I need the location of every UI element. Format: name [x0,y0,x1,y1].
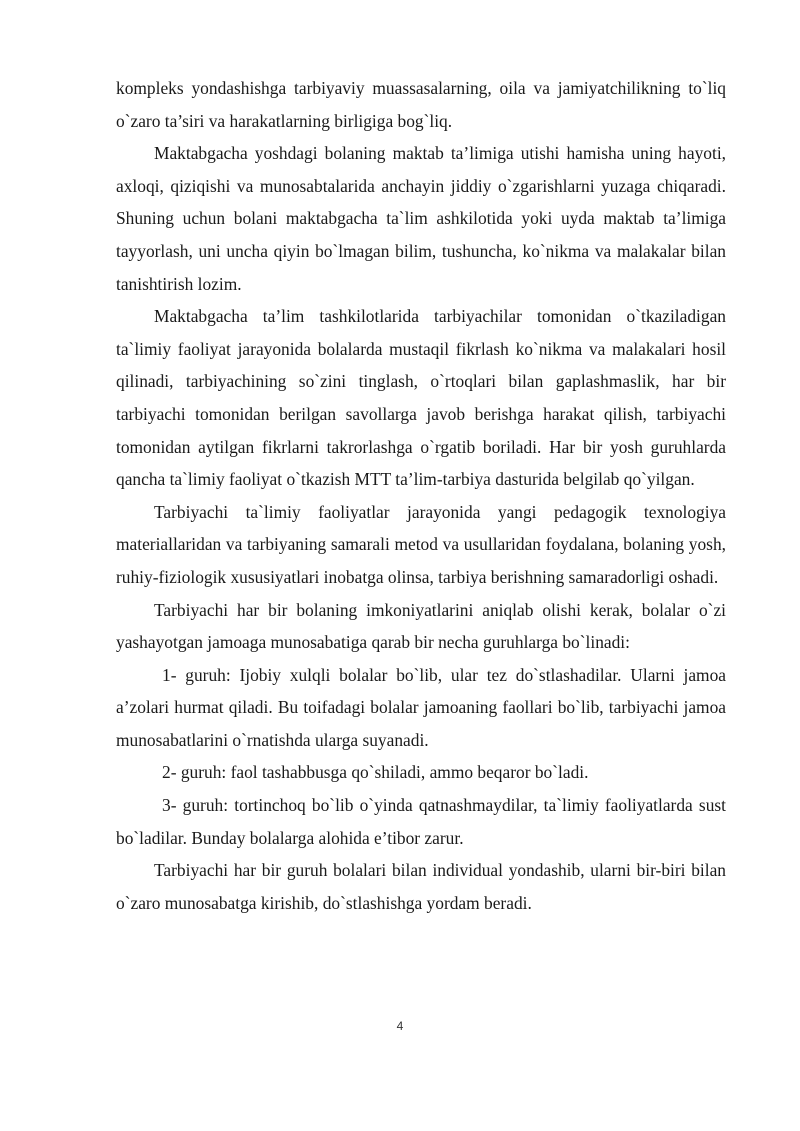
page-body [116,72,726,919]
list-item-group-2: 2- guruh: faol tashabbusga qo`shiladi, ammo beqaror bo`ladi. [162,762,589,783]
page-number: 4 [396,1019,404,1033]
paragraph-conclusion: Tarbiyachi har bir guruh bolalari bilan individual yondashib, ularni bir-biri bilan o`zaro munosabatga kirishib, do`stlashishga yordam beradi. [116,860,726,913]
list-item-group-1: 1- guruh: Ijobiy xulqli bolalar bo`lib, ular tez do`stlashadilar. Ularni jamoa a’zolari hurmat qiladi. Bu toifadagi bolalar jamoaning faollari bo`lib, tarbiyachi jamoa munosabatlarini o`rnatishda ularga suyanadi. [116,664,726,750]
paragraph-groups-intro: Tarbiyachi har bir bolaning imkoniyatlarini aniqlab olishi kerak, bolalar o`zi yashayotgan jamoaga munosabatiga qarab bir necha guruhlarga bo`linadi: [116,599,726,653]
list-item-group-3: 3- guruh: tortinchoq bo`lib o`yinda qatnashmaydilar, ta`limiy faoliyatlarda sust bo`ladilar. Bunday bolalarga alohida e’tibor zarur. [116,795,726,848]
paragraph-school-transition: Maktabgacha yoshdagi bolaning maktab ta’limiga utishi hamisha uning hayoti, axloqi, qiziqishi va munosabtalarida anchayin jiddiy o`zgarishlarni yuzaga chiqaradi. Shuning uchun bolani maktabgacha ta`lim ashkilotida yoki uyda maktab ta’limiga tayyorlash, uni uncha qiyin bo`lmagan bilim, tushuncha, ko`nikma va malakalar bilan tanishtirish lozim. [116,143,726,294]
paragraph-pedagogical-technology: Tarbiyachi ta`limiy faoliyatlar jarayonida yangi pedagogik texnologiya materiallaridan va tarbiyaning samarali metod va usullaridan foydalana, bolaning yosh, ruhiy-fiziologik xususiyatlari inobatga olinsa, tarbiya berishning samaradorligi oshadi. [116,501,726,587]
paragraph-continuation: kompleks yondashishga tarbiyaviy muassasalarning, oila va jamiyatchilikning to`liq o`zaro ta’siri va harakatlarning birligiga bog`liq. [116,78,726,131]
paragraph-educational-activity: Maktabgacha ta’lim tashkilotlarida tarbiyachilar tomonidan o`tkaziladigan ta`limiy faoliyat jarayonida bolalarda mustaqil fikrlash ko`nikma va malakalari hosil qilinadi, tarbiyachining so`zini tinglash, o`rtoqlari bilan gaplashmaslik, har bir tarbiyachi tomonidan berilgan savollarga javob berishga harakat qilish, tarbiyachi tomonidan aytilgan fikrlarni takrorlashga o`rgatib boriladi. Har bir yosh guruhlarda qancha ta`limiy faoliyat o`tkazish MTT ta’lim-tarbiya dasturida belgilab qo`yilgan. [116,306,726,490]
